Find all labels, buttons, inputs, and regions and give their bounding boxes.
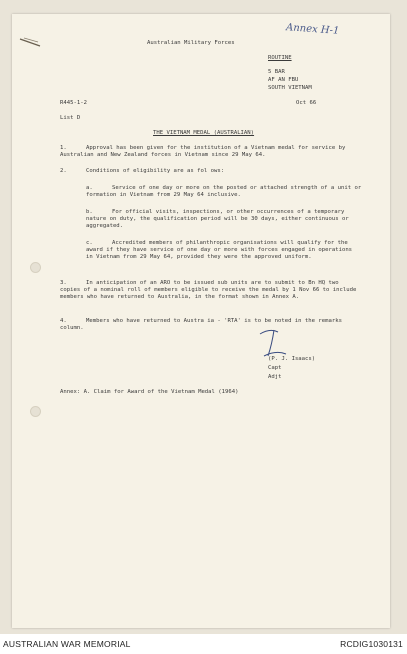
signatory-appointment: Adjt [268, 374, 282, 380]
signatory-name: (P. J. Isaacs) [268, 356, 316, 362]
punch-hole-bottom [30, 406, 41, 417]
classification: ROUTINE [268, 55, 292, 61]
para-number: 3. [60, 280, 67, 286]
header-title: Australian Military Forces [147, 40, 235, 46]
para-text: Conditions of eligibility are as fol ows: [86, 168, 225, 174]
handwritten-annotation: Annex H-1 [285, 22, 340, 37]
subpara-letter: a. [86, 185, 93, 191]
subpara-letter: c. [86, 240, 93, 246]
document-date: Oct 66 [296, 100, 317, 106]
address-line-1: 5 BAR [268, 69, 285, 75]
para-text: Approval has been given for the institution of a Vietnam medal for service by Australian and New Zealand forces in Vietnam since 29 May 64. [60, 145, 346, 159]
footer-id: RCDIG1030131 [340, 639, 403, 649]
reference-number: R445-1-2 [60, 100, 87, 106]
signatory-rank: Capt [268, 365, 282, 371]
para-number: 1. [60, 145, 67, 151]
subpara-text: Service of one day or more on the posted or attached strength of a unit or formation in Vietnam from 29 May 64 inclusive. [86, 185, 362, 199]
subpara-letter: b. [86, 209, 93, 215]
subpara-text: Accredited members of philanthropic organisations will qualify for the award if they have service of one day or more with forces engaged in operations in Vietnam from 29 May 64, provided they were the approved uniform. [86, 240, 353, 261]
subpara-text: For official visits, inspections, or other occurrences of a temporary nature on duty, the qualification period will be 30 days, either continuous or aggregated. [86, 209, 349, 230]
staple-mark [18, 36, 44, 50]
para-number: 2. [60, 168, 67, 174]
footer-source: AUSTRALIAN WAR MEMORIAL [3, 639, 131, 649]
para-number: 4. [60, 318, 67, 324]
address-line-3: SOUTH VIETNAM [268, 85, 312, 91]
punch-hole-top [30, 262, 41, 273]
para-text: In anticipation of an ARO to be issued sub units are to submit to Bn HQ two copies of a nominal roll of members eligible to receive the medal by 1 Nov 66 to include members who have returned to Australia, in the format shown in Annex A. [60, 280, 357, 301]
subject-heading: THE VIETNAM MEDAL (AUSTRALIAN) [153, 130, 255, 136]
address-line-2: AF AN FBU [268, 77, 299, 83]
distribution-list: List D [60, 115, 81, 121]
annex-reference: Annex: A. Claim for Award of the Vietnam Medal (1964) [60, 389, 239, 395]
para-text: Members who have returned to Austra ia - 'RTA' is to be noted in the remarks column. [60, 318, 342, 332]
